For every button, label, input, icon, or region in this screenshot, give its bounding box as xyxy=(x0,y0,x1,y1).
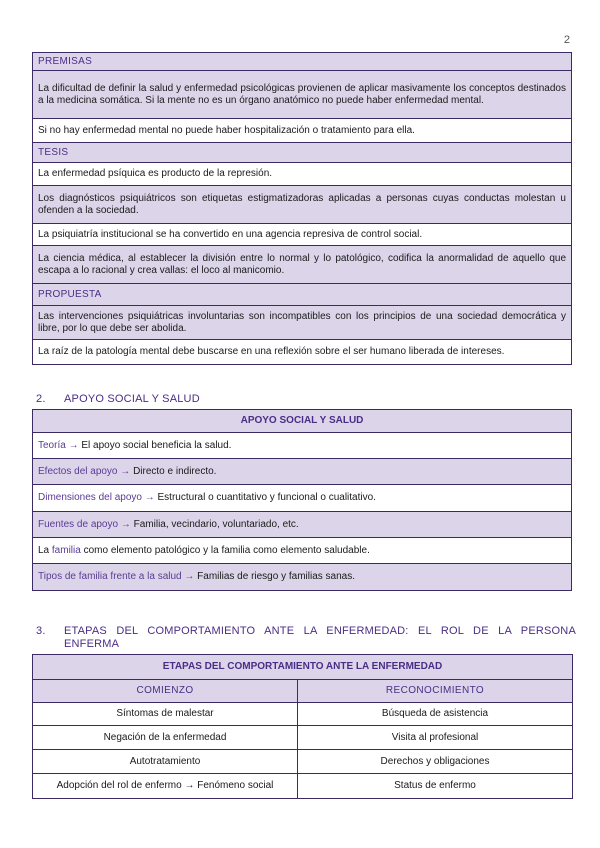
etapas-cell: Visita al profesional xyxy=(298,726,573,750)
apoyo-row-5-pre: La xyxy=(38,544,52,556)
tesis-row-4: La ciencia médica, al establecer la división entre lo normal y lo patológico, codifica la anormalidad de aquello que escapa a lo racional y crea vallas: el loco al manicomio. xyxy=(33,246,572,284)
apoyo-row-2-term: Efectos del apoyo xyxy=(38,465,118,477)
etapas-cell: Derechos y obligaciones xyxy=(298,750,573,774)
propuesta-row-1: Las intervenciones psiquiátricas involuntarias son incompatibles con los principios de una sociedad democrática y libre, por lo que debe ser abolida. xyxy=(33,306,572,340)
apoyo-row-1-text: El apoyo social beneficia la salud. xyxy=(81,439,232,451)
tesis-header: TESIS xyxy=(33,143,572,163)
section-2-title xyxy=(36,393,200,405)
apoyo-row-6 xyxy=(33,564,572,591)
arrow-icon: → xyxy=(181,571,198,582)
apoyo-row-3 xyxy=(33,485,572,512)
propuesta-header: PROPUESTA xyxy=(33,284,572,306)
apoyo-row-4 xyxy=(33,512,572,538)
premisas-row-2: Si no hay enfermedad mental no puede haber hospitalización o tratamiento para ella. xyxy=(33,119,572,143)
apoyo-row-5-term: familia xyxy=(51,544,81,556)
apoyo-row-1 xyxy=(33,433,572,459)
etapas-table-header: ETAPAS DEL COMPORTAMIENTO ANTE LA ENFERMEDAD xyxy=(33,655,573,680)
propuesta-row-2: La raíz de la patología mental debe buscarse en una reflexión sobre el ser humano liberada de intereses. xyxy=(33,340,572,365)
arrow-icon: → xyxy=(65,439,82,451)
etapas-table xyxy=(32,654,573,799)
apoyo-social-table xyxy=(32,409,572,591)
apoyo-row-6-text: Familias de riesgo y familias sanas. xyxy=(197,571,355,582)
apoyo-row-1-term: Teoría xyxy=(38,439,66,451)
premisas-row-1: La dificultad de definir la salud y enfermedad psicológicas provienen de aplicar masivamente los conceptos destinados a la medicina somática. Si la mente no es un órgano anatómico no puede haber enfermedad mental. xyxy=(33,71,572,119)
tesis-row-2: Los diagnósticos psiquiátricos son etiquetas estigmatizadoras aplicadas a personas cuyas conductas molestan u ofenden a la sociedad. xyxy=(33,186,572,224)
section-2-number: 2. xyxy=(36,393,46,405)
arrow-icon: → xyxy=(118,518,134,530)
apoyo-row-2-text: Directo e indirecto. xyxy=(133,465,217,477)
section-3-title-line-1: ETAPAS DEL COMPORTAMIENTO ANTE LA ENFERMEDAD: EL ROL DE LA PERSONA xyxy=(64,625,576,637)
premisas-tesis-propuesta-table xyxy=(32,52,572,365)
section-3-title-line-2: ENFERMA xyxy=(64,638,120,650)
apoyo-row-3-term: Dimensiones del apoyo xyxy=(38,492,142,503)
apoyo-table-header: APOYO SOCIAL Y SALUD xyxy=(33,410,572,433)
etapas-cell: Negación de la enfermedad xyxy=(33,726,298,750)
page-number: 2 xyxy=(563,34,570,46)
apoyo-row-4-text: Familia, vecindario, voluntariado, etc. xyxy=(133,518,299,530)
etapas-cell: Status de enfermo xyxy=(298,774,573,799)
etapas-cell: Búsqueda de asistencia xyxy=(298,703,573,726)
apoyo-row-5-text: como elemento patológico y la familia como elemento saludable. xyxy=(80,544,370,556)
apoyo-row-3-text: Estructural o cuantitativo y funcional o cualitativo. xyxy=(157,492,376,503)
apoyo-row-4-term: Fuentes de apoyo xyxy=(38,518,119,530)
apoyo-row-6-term: Tipos de familia frente a la salud xyxy=(38,571,182,582)
arrow-icon: → xyxy=(141,492,158,503)
tesis-row-1: La enfermedad psíquica es producto de la represión. xyxy=(33,163,572,186)
section-3-number: 3. xyxy=(36,625,46,637)
col-comienzo-header: COMIENZO xyxy=(33,680,298,703)
etapas-cell: Adopción del rol de enfermo → Fenómeno social xyxy=(33,774,298,799)
col-reconocimiento-header: RECONOCIMIENTO xyxy=(298,680,573,703)
apoyo-row-5 xyxy=(33,538,572,564)
etapas-cell: Síntomas de malestar xyxy=(33,703,298,726)
arrow-icon: → xyxy=(117,465,134,477)
tesis-row-3: La psiquiatría institucional se ha convertido en una agencia represiva de control social. xyxy=(33,224,572,246)
section-3-title xyxy=(36,625,576,651)
section-2-title-text: APOYO SOCIAL Y SALUD xyxy=(64,393,200,405)
premisas-header: PREMISAS xyxy=(33,53,572,71)
etapas-cell: Autotratamiento xyxy=(33,750,298,774)
apoyo-row-2 xyxy=(33,459,572,485)
